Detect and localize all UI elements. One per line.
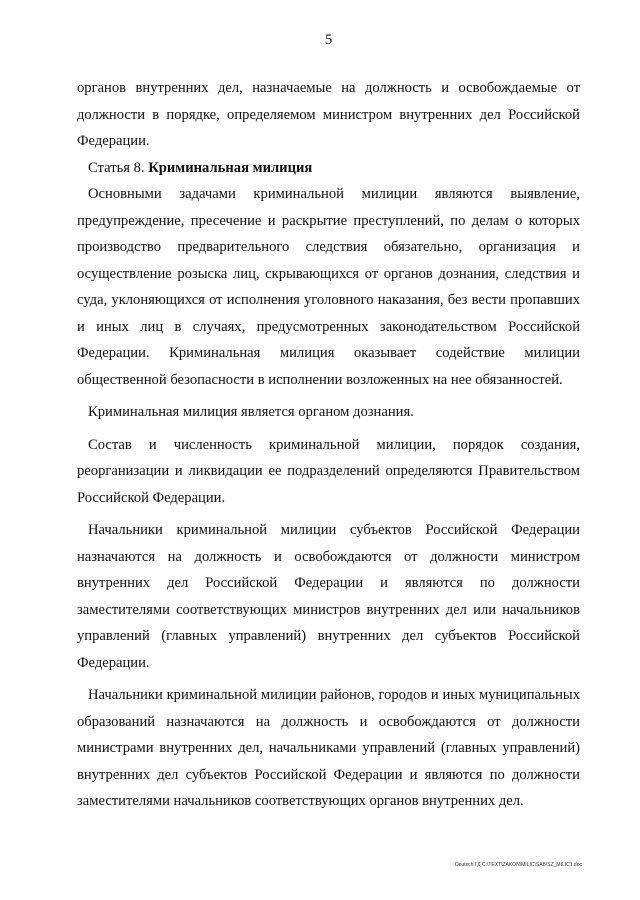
article-heading xyxy=(77,155,580,182)
article-number: Статья 8. xyxy=(88,159,149,176)
paragraph-main-tasks: Основными задачами криминальной милиции являются выявление, предупреждение, пресечение и раскрытие преступлений, по делам о которых производство предварительного следствия обязательно, организация и осуществление розыска лиц, скрывающихся от органов дознания, следствия и суда, уклоняющихся от исполнения уголовного наказания, без вести пропавших и иных лиц в случаях, предусмотренных законодательством Российской Федерации. Криминальная милиция оказывает содействие милиции общественной безопасности в исполнении возложенных на нее обязанностей. xyxy=(77,186,580,388)
article-title: Криминальная милиция xyxy=(148,159,313,176)
page-number: 5 xyxy=(324,32,333,48)
paragraph-inquiry-body: Криминальная милиция является органом дознания. xyxy=(88,404,414,420)
footer-file-path: Deutsch ГД C:\TEXT\ZAKON\MILIC\SAB\SZ_MILIC1.doc xyxy=(455,862,582,868)
paragraph-continuation: органов внутренних дел, назначаемые на должность и освобождаемые от должности в порядке, определяемом министром внутренних дел Российской Федерации. xyxy=(77,80,580,149)
paragraph-municipal-chiefs: Начальники криминальной милиции районов, городов и иных муниципальных образований назначаются на должность и освобождаются от должности министрами внутренних дел, начальниками управлений (главных управлений) внутренних дел субъектов Российской Федерации и являются по должности заместителями начальников соответствующих органов внутренних дел. xyxy=(77,687,580,809)
paragraph-composition: Состав и численность криминальной милиции, порядок создания, реорганизации и ликвидации ее подразделений определяются Правительством Российской Федерации. xyxy=(77,436,580,506)
paragraph-regional-chiefs: Начальники криминальной милиции субъектов Российской Федерации назначаются на должность и освобождаются от должности министром внутренних дел Российской Федерации и являются по должности заместителями соответствующих министров внутренних дел или начальников управлений (главных управлений) внутренних дел субъектов Российской Федерации. xyxy=(77,522,580,671)
